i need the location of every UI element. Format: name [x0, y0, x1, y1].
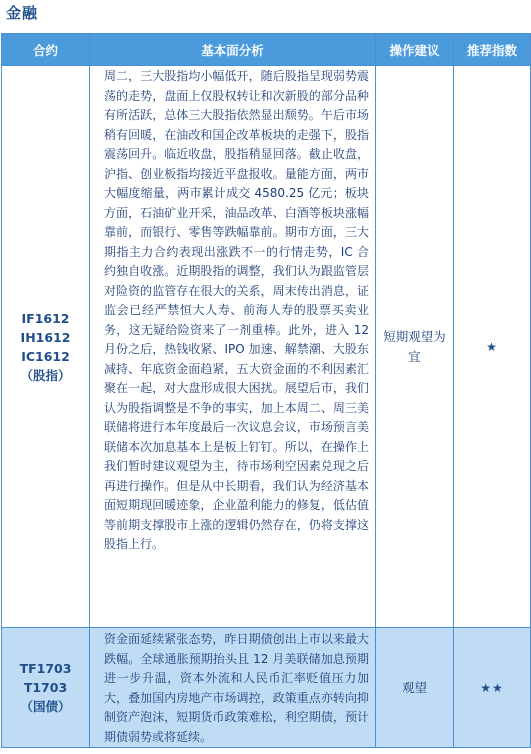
contract-line: （股指） [20, 367, 71, 383]
header-rating: 推荐指数 [454, 34, 531, 66]
contract-line: IH1612 [20, 329, 71, 345]
advice-line: 短期观望为 [383, 328, 446, 344]
contract-line: T1703 [23, 680, 68, 695]
table-row-treasury [2, 628, 531, 748]
advice-cell [376, 628, 454, 748]
advice-line: 观望 [401, 679, 427, 695]
contract-line: IC1612 [21, 348, 70, 364]
analysis-text: 周二，三大股指均小幅低开，随后股指呈现弱势震荡的走势，盘面上仅股权转让和次新股的部分品种有所活跃，总体三大股指依然显出颓势。午后市场稍有回暖，在油改和国企改革板块的走强下，股指震荡回升。临近收盘，股指稍显回落。截止收盘，沪指、创业板指均接近平盘报收。量能方面，两市大幅度缩量，两市累计成交 4580.25 亿元；板块方面，石油矿业开采，油品改革、白酒等板块涨幅靠前，而银行、零售等跌幅靠前。期市方面，三大期指主力合约表现出涨跌不一的行情走势，IC 合约独自收涨。近期股指的调整，我们认为跟监管层对险资的监管存在很大的关系，周末传出消息，证监会已经严禁恒大人寿、前海人寿的股票买卖业务，这无疑给险资来了一剂重棒。此外，进入 12 月份之后，热钱收紧、IPO 加速、解禁潮、大股东减持、年底资金面趋紧，五大资金面的不利因素汇聚在一起，对大盘形成很大困扰。展望后市，我们认为股指调整是不争的事实，加上本周二、周三美联储将进行本年度最后一次议息会议，市场预言美联储本次加息基本上是板上钉钉。所以，在操作上我们暂时建议观望为主，待市场利空因素兑现之后再进行操作。但是从中长期看，我们认为经济基本面短期现回暖迹象，企业盈利能力的修复，低估值等前期支撑股市上涨的逻辑仍然存在，仍将支撑这股指上行。 [104, 69, 369, 551]
analysis-cell [90, 66, 376, 628]
contract-cell [2, 628, 90, 748]
table-header-row [2, 34, 531, 66]
analysis-cell [90, 628, 376, 748]
contract-cell [2, 66, 90, 628]
futures-research-table [1, 33, 531, 748]
contract-line: （国债） [20, 699, 71, 714]
section-title: 金融 [6, 4, 39, 22]
advice-cell [376, 66, 454, 628]
advice-line: 宜 [408, 348, 421, 364]
rating-stars: ★ [454, 66, 531, 628]
contract-line: TF1703 [19, 661, 72, 676]
analysis-text: 资金面延续紧张态势，昨日期债创出上市以来最大跌幅。全球通胀预期抬头且 12 月美联储加息预期进一步升温，资本外流和人民币汇率贬值压力加大，叠加国内房地产市场调控，政策重点亦转向抑制资产泡沫，短期货币政策难松，利空期债，预计期债弱势或将延续。 [104, 632, 369, 744]
table-row-stock-index [2, 66, 531, 628]
rating-stars: ★★ [454, 628, 531, 748]
contract-line: IF1612 [21, 310, 70, 326]
header-contract: 合约 [2, 34, 90, 66]
header-analysis: 基本面分析 [90, 34, 376, 66]
header-advice: 操作建议 [376, 34, 454, 66]
